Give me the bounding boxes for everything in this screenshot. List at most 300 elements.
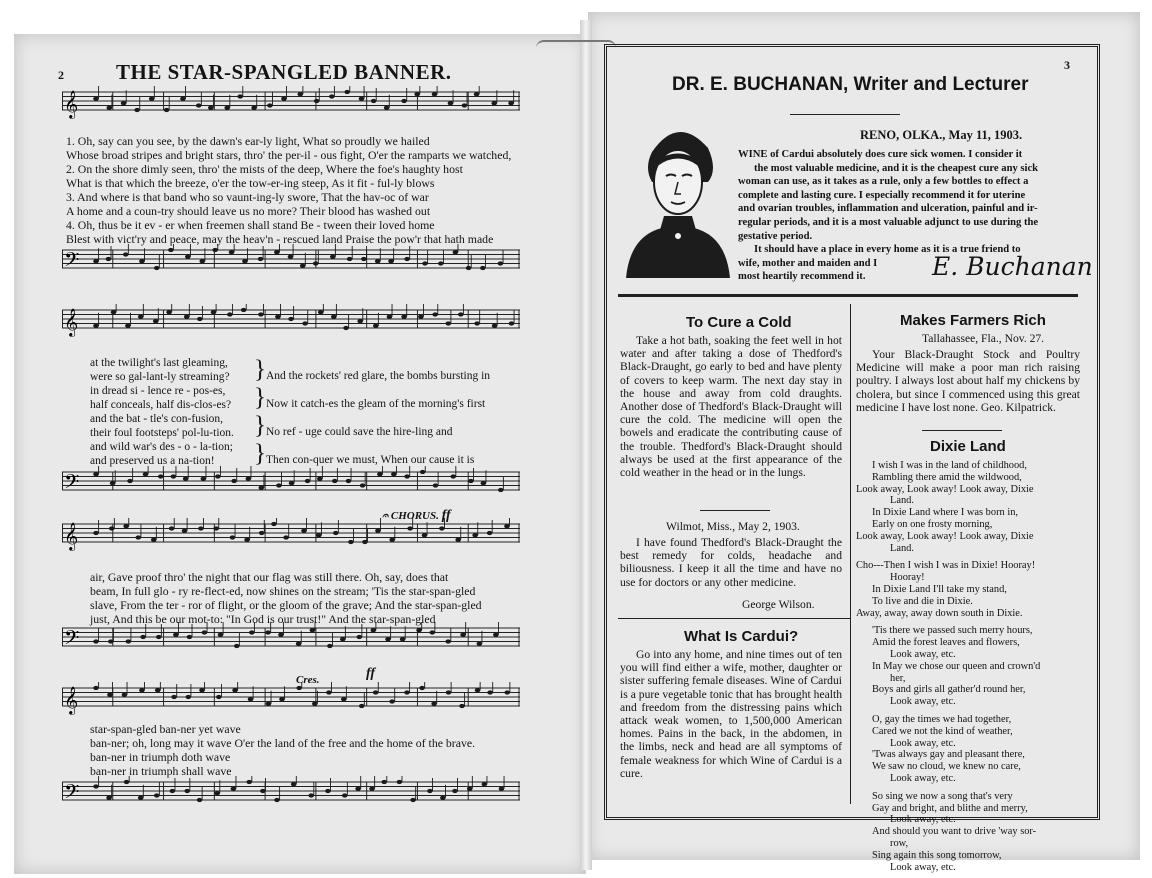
note-head <box>229 250 235 254</box>
note-head <box>455 538 461 542</box>
testimonial-line: complete and lasting cure. I especially recommend it for uterine <box>738 189 1026 201</box>
lyric-line: and wild war's des - o - la-tion; <box>90 441 233 453</box>
poem-line: We saw no cloud, we knew no care, <box>872 761 1021 773</box>
note-head <box>400 637 406 641</box>
note-head <box>504 524 510 528</box>
poem-line: O, gay the times we had together, <box>872 713 1012 725</box>
section-divider <box>618 294 1078 297</box>
chorus-label: 𝄐 CHORUS. ff <box>382 508 451 523</box>
lyric-line: A home and a coun-try should leave us no more? Their blood has washed out <box>66 204 431 218</box>
lyric-line: 1. Oh, say can you see, by the dawn's ear-ly light, What so proudly we hailed <box>66 134 430 148</box>
lyric-line: and the bat - tle's con-fusion, <box>90 413 224 425</box>
poem-line: And should you want to drive 'way sor- <box>872 826 1037 838</box>
lyric-line: were so gal-lant-ly streaming? <box>90 371 230 383</box>
note-head <box>356 635 362 639</box>
note-head <box>347 257 353 261</box>
lyric-line: just, And this be our mot-to: "In God is our trust!" And the star-span-gled <box>90 612 436 626</box>
note-head <box>158 474 164 478</box>
note-head <box>450 474 456 478</box>
note-head <box>184 789 190 793</box>
note-head <box>481 481 487 485</box>
note-head <box>458 312 464 316</box>
note-head <box>197 317 203 321</box>
note-head <box>480 266 486 270</box>
page-number-right: 3 <box>1064 58 1070 72</box>
note-head <box>111 310 117 314</box>
poem-line: To live and die in Dixie. <box>872 595 973 607</box>
note-head <box>416 628 422 632</box>
lyric-line: at the twilight's last gleaming, <box>90 357 228 369</box>
header-rule <box>790 114 900 115</box>
song-title: THE STAR-SPANGLED BANNER. <box>116 60 452 84</box>
note-head <box>166 310 172 314</box>
note-head <box>359 97 365 101</box>
note-head <box>357 319 363 323</box>
note-head <box>248 697 254 701</box>
note-head <box>325 789 331 793</box>
lyric-line: Now it catch-es the gleam of the morning's first <box>266 398 486 410</box>
lyric-line: Whose broad stripes and bright stars, thro' the per-il - ous fight, O'er the ramparts we watched, <box>66 148 512 162</box>
dixie-poem <box>856 460 1040 873</box>
poem-line: Look away, etc. <box>890 861 956 873</box>
note-head <box>279 697 285 701</box>
poem-line: Boys and girls all gather'd round her, <box>872 684 1026 696</box>
note-head <box>360 483 366 487</box>
note-head <box>385 637 391 641</box>
note-head <box>180 97 186 101</box>
note-head <box>276 483 282 487</box>
letter-dateline: Wilmot, Miss., May 2, 1903. <box>666 520 800 533</box>
note-head <box>508 101 514 105</box>
note-head <box>183 477 189 481</box>
note-head <box>134 108 140 112</box>
note-head <box>348 540 354 544</box>
note-head <box>185 255 191 259</box>
poem-line: 'Twas always gay and pleasant there, <box>872 749 1025 761</box>
note-head <box>143 472 149 476</box>
note-head <box>93 686 99 690</box>
cold-rule <box>700 510 770 511</box>
note-head <box>258 257 264 261</box>
cardui-text: Go into any home, and nine times out of ten you will find either a wife, mother, daughter or sister suffering female diseases. Wine of Cardui is a pure vegetable tonic that has brought health and freedom from the distressing pains which attack weak women, to 1,500,000 American homes. Pains in the back, in the abdomen, in the limbs, neck and head are all symptoms of female weakness for which Wine of Cardui is a cure. <box>620 648 842 780</box>
note-head <box>440 796 446 800</box>
note-head <box>106 796 112 800</box>
poem-line: Cared we not the kind of weather, <box>872 725 1013 737</box>
note-head <box>266 702 272 706</box>
note-head <box>305 479 311 483</box>
note-head <box>401 315 407 319</box>
note-head <box>327 644 333 648</box>
note-head <box>168 248 174 252</box>
note-head <box>487 690 493 694</box>
note-head <box>459 704 465 708</box>
note-head <box>214 791 220 795</box>
note-head <box>126 639 132 643</box>
poem-line: In May we chose our queen and crown'd <box>872 660 1041 672</box>
note-head <box>93 97 99 101</box>
note-head <box>375 259 381 263</box>
note-head <box>445 639 451 643</box>
note-head <box>127 479 133 483</box>
music-staff-6 <box>62 622 520 672</box>
note-head <box>249 630 255 634</box>
note-head <box>197 798 203 802</box>
lyric-line: in dread si - lence re - pos-es, <box>90 385 226 397</box>
note-head <box>308 793 314 797</box>
cresc-label: Cres. <box>296 674 320 686</box>
music-staff-1 <box>62 86 520 136</box>
note-head <box>431 702 437 706</box>
note-head <box>414 92 420 96</box>
note-head <box>201 477 207 481</box>
note-head <box>373 690 379 694</box>
note-head <box>340 637 346 641</box>
note-head <box>274 250 280 254</box>
note-head <box>487 531 493 535</box>
poem-line: row, <box>890 837 909 849</box>
note-head <box>342 793 348 797</box>
poem-line: Rambling there amid the wildwood, <box>872 471 1022 483</box>
note-head <box>314 99 320 103</box>
lyric-line: ban-ner in triumph shall wave <box>90 764 232 778</box>
note-head <box>341 697 347 701</box>
note-head <box>154 793 160 797</box>
note-head <box>344 90 350 94</box>
note-head <box>296 642 302 646</box>
poem-line: 'Tis there we passed such merry hours, <box>872 625 1033 637</box>
note-head <box>156 635 162 639</box>
lyric-line: Then con-quer we must, When our cause it is <box>266 454 475 466</box>
note-head <box>326 690 332 694</box>
note-head <box>224 106 230 110</box>
testimonial-line: most heartily recommend it. <box>738 271 866 283</box>
note-head <box>108 639 114 643</box>
note-head <box>432 92 438 96</box>
poem-line: Early on one frosty morning, <box>872 518 993 530</box>
poem-line: Look away, etc. <box>890 814 956 826</box>
note-head <box>329 94 335 98</box>
note-head <box>208 106 214 110</box>
testimonial-line: wife, mother and maiden and I <box>738 257 878 269</box>
note-head <box>410 798 416 802</box>
note-head <box>373 324 379 328</box>
signature: E. Buchanan <box>932 252 1093 281</box>
note-head <box>492 324 498 328</box>
note-head <box>445 321 451 325</box>
note-head <box>397 780 403 784</box>
note-head <box>149 97 155 101</box>
note-head <box>173 633 179 637</box>
note-head <box>271 522 277 526</box>
poem-line: Land. <box>890 495 914 507</box>
note-head <box>316 533 322 537</box>
lyric-line: air, Gave proof thro' the night that our flag was still there. Oh, say, does that <box>90 570 449 584</box>
note-head <box>453 250 459 254</box>
note-head <box>281 97 287 101</box>
note-head <box>216 695 222 699</box>
note-head <box>491 101 497 105</box>
poem-line: her, <box>890 672 906 684</box>
note-head <box>122 693 128 697</box>
note-head <box>389 538 395 542</box>
poem-line: In Dixie Land where I was born in, <box>872 507 1019 519</box>
note-head <box>258 312 264 316</box>
note-head <box>260 789 266 793</box>
note-head <box>296 686 302 690</box>
note-head <box>187 635 193 639</box>
note-head <box>404 257 410 261</box>
lyric-line: beam, In full glo - ry re-flect-ed, now shines on the stream; 'Tis the star-span-gled <box>90 584 476 598</box>
note-head <box>448 101 454 105</box>
note-head <box>109 526 115 530</box>
note-head <box>288 317 294 321</box>
note-head <box>362 540 368 544</box>
note-head <box>462 103 468 107</box>
final-lyrics <box>90 722 475 778</box>
note-head <box>242 259 248 263</box>
note-head <box>498 261 504 265</box>
note-head <box>422 261 428 265</box>
note-head <box>432 312 438 316</box>
note-head <box>196 103 202 107</box>
note-head <box>234 644 240 648</box>
poem-line: Look away, etc. <box>890 648 956 660</box>
note-head <box>493 633 499 637</box>
music-staff-2 <box>62 244 520 304</box>
note-head <box>258 486 264 490</box>
note-head <box>498 488 504 492</box>
note-head <box>401 99 407 103</box>
dixie-title: Dixie Land <box>930 438 1006 455</box>
note-head <box>369 787 375 791</box>
note-head <box>124 780 130 784</box>
music-staff-3 <box>62 304 520 354</box>
note-head <box>375 529 381 533</box>
note-head <box>267 103 273 107</box>
clef-icon: 𝄞 <box>64 308 79 336</box>
testimonial-dateline: RENO, OLKA., May 11, 1903. <box>860 128 1023 142</box>
brace-lyrics-right <box>266 362 490 474</box>
lyric-line: ban-ner in triumph doth wave <box>90 750 231 764</box>
portrait-illustration <box>622 112 734 278</box>
note-head <box>509 321 515 325</box>
note-head <box>452 789 458 793</box>
note-head <box>151 538 157 542</box>
note-head <box>171 695 177 699</box>
poem-line: In Dixie Land I'll take my stand, <box>872 583 1007 595</box>
note-head <box>93 472 99 476</box>
note-head <box>301 529 307 533</box>
note-head <box>404 690 410 694</box>
note-head <box>389 699 395 703</box>
note-head <box>387 315 393 319</box>
note-head <box>171 474 177 478</box>
note-head <box>466 266 472 270</box>
note-head <box>121 101 127 105</box>
poem-line: Land. <box>890 542 914 554</box>
note-head <box>318 310 324 314</box>
note-head <box>251 106 257 110</box>
lyric-line: What is that which the breeze, o'er the tow-er-ing steep, As it fit - ful-ly blows <box>66 176 435 190</box>
note-head <box>477 642 483 646</box>
note-head <box>275 315 281 319</box>
note-head <box>381 780 387 784</box>
note-head <box>199 688 205 692</box>
note-head <box>231 479 237 483</box>
music-staff-8 <box>62 776 520 824</box>
note-head <box>331 315 337 319</box>
note-head <box>230 535 236 539</box>
note-head <box>139 688 145 692</box>
note-head <box>429 630 435 634</box>
testimonial-line: gestative period. <box>738 230 813 242</box>
cardui-rule <box>618 618 850 619</box>
note-head <box>302 321 308 325</box>
poem-line: Sing again this song tomorrow, <box>872 849 1002 861</box>
note-head <box>241 308 247 312</box>
farmers-text: Your Black-Draught Stock and Poultry Medicine will make a poor man rich raising poultry. I always lost about half my chickens by cholera, but since I commenced using this great medicine I have lost none. Geo. Kilpatrick. <box>856 348 1080 414</box>
note-head <box>475 688 481 692</box>
note-head <box>123 524 129 528</box>
verse-lyrics <box>66 134 511 246</box>
note-head <box>283 535 289 539</box>
note-head <box>153 319 159 323</box>
poem-line: Look away, etc. <box>890 772 956 784</box>
clef-icon: 𝄢 <box>64 780 80 808</box>
note-head <box>231 787 237 791</box>
note-head <box>288 255 294 259</box>
note-head <box>310 628 316 632</box>
note-head <box>136 535 142 539</box>
note-head <box>218 633 224 637</box>
lyric-line: slave, From the ter - ror of flight, or the gloom of the grave; And the star-span-gled <box>90 598 482 612</box>
note-head <box>259 531 265 535</box>
note-head <box>184 315 190 319</box>
note-head <box>110 481 116 485</box>
lyric-line: star-span-gled ban-ner yet wave <box>90 722 241 736</box>
lyric-line: 2. On the shore dimly seen, thro' the mists of the deep, Where the foe's haughty host <box>66 162 463 176</box>
note-head <box>346 479 352 483</box>
note-head <box>361 257 367 261</box>
note-head <box>297 92 303 96</box>
letter-signer: George Wilson. <box>742 598 815 611</box>
note-head <box>474 92 480 96</box>
testimonial-line: WINE of Cardui absolutely does cure sick women. I consider it <box>738 149 1023 160</box>
note-head <box>170 789 176 793</box>
note-head <box>355 787 361 791</box>
testimonial-line: woman can use, as it takes as a rule, only a few bottles to effect a <box>738 176 1029 188</box>
note-head <box>278 633 284 637</box>
note-head <box>419 686 425 690</box>
testimonial-line: and ovarian troubles, inflammation and ulceration, painful and ir- <box>738 203 1038 215</box>
note-head <box>291 782 297 786</box>
note-head <box>186 695 192 699</box>
note-head <box>433 483 439 487</box>
clef-icon: 𝄞 <box>64 686 79 714</box>
testimonial-line: the most valuable medicine, and it is the cheapest cure any sick <box>754 162 1039 174</box>
poem-line: Away, away, away down south in Dixie. <box>856 607 1023 619</box>
testimonial-line: It should have a place in every home as it is a true friend to <box>754 244 1021 256</box>
note-head <box>125 324 131 328</box>
page-number-left: 2 <box>58 68 64 82</box>
note-head <box>265 630 271 634</box>
note-head <box>460 633 466 637</box>
note-head <box>439 526 445 530</box>
note-head <box>468 479 474 483</box>
note-head <box>182 529 188 533</box>
ad-header: DR. E. BUCHANAN, Writer and Lecturer <box>672 74 1029 95</box>
note-head <box>154 266 160 270</box>
lyric-line: No ref - uge could save the hire-ling and <box>266 426 453 438</box>
note-head <box>138 796 144 800</box>
note-head <box>93 324 99 328</box>
lyric-line: and preserved us a na-tion! <box>90 455 215 467</box>
note-head <box>211 310 217 314</box>
clef-icon: 𝄢 <box>64 470 80 498</box>
brace-lyrics-left <box>90 356 234 468</box>
poem-line: So sing we now a song that's very <box>872 790 1013 802</box>
note-head <box>244 538 250 542</box>
music-staff-5 <box>62 518 520 568</box>
note-head <box>370 628 376 632</box>
note-head <box>422 533 428 537</box>
note-head <box>227 312 233 316</box>
lyric-line: 4. Oh, thus be it ev - er when freemen shall stand Be - tween their loved home <box>66 218 435 232</box>
note-head <box>388 259 394 263</box>
note-head <box>313 261 319 265</box>
note-head <box>504 690 510 694</box>
poem-line: Look away, etc. <box>890 696 956 708</box>
cold-title: To Cure a Cold <box>686 314 792 331</box>
poem-line: I wish I was in the land of childhood, <box>872 460 1027 471</box>
note-head <box>213 526 219 530</box>
poem-line: Look away, Look away! Look away, Dixie <box>856 483 1034 495</box>
poem-line: Gay and bright, and blithe and merry, <box>872 802 1028 814</box>
note-head <box>138 315 144 319</box>
note-head <box>499 787 505 791</box>
poem-line: Amid the forest leaves and flowers, <box>872 637 1020 649</box>
note-head <box>472 533 478 537</box>
note-head <box>407 526 413 530</box>
note-head <box>418 315 424 319</box>
note-head <box>169 526 175 530</box>
clef-icon: 𝄞 <box>64 90 79 118</box>
note-head <box>474 321 480 325</box>
note-head <box>317 477 323 481</box>
note-head <box>139 259 145 263</box>
note-head <box>232 688 238 692</box>
note-head <box>467 787 473 791</box>
note-head <box>237 94 243 98</box>
note-head <box>312 702 318 706</box>
note-head <box>106 257 112 261</box>
lyric-line: Blest with vict'ry and peace, may the heav'n - rescued land Praise the pow'r that hath made <box>66 232 494 246</box>
note-head <box>343 326 349 330</box>
note-head <box>107 106 113 110</box>
final-dynamic: ff <box>366 666 376 681</box>
farmers-rule <box>922 430 1002 431</box>
farmers-dateline: Tallahassee, Fla., Nov. 27. <box>922 332 1045 345</box>
poem-line: Cho---Then I wish I was in Dixie! Hooray! <box>856 560 1036 572</box>
note-head <box>359 704 365 708</box>
lyric-line: their foul footsteps' pol-lu-tion. <box>90 427 234 439</box>
brace-marks: } } } } <box>254 356 266 467</box>
lyric-line: half conceals, half dis-clos-es? <box>90 399 232 411</box>
note-head <box>446 690 452 694</box>
note-head <box>404 474 410 478</box>
poem-line: Look away, etc. <box>890 737 956 749</box>
note-head <box>384 106 390 110</box>
